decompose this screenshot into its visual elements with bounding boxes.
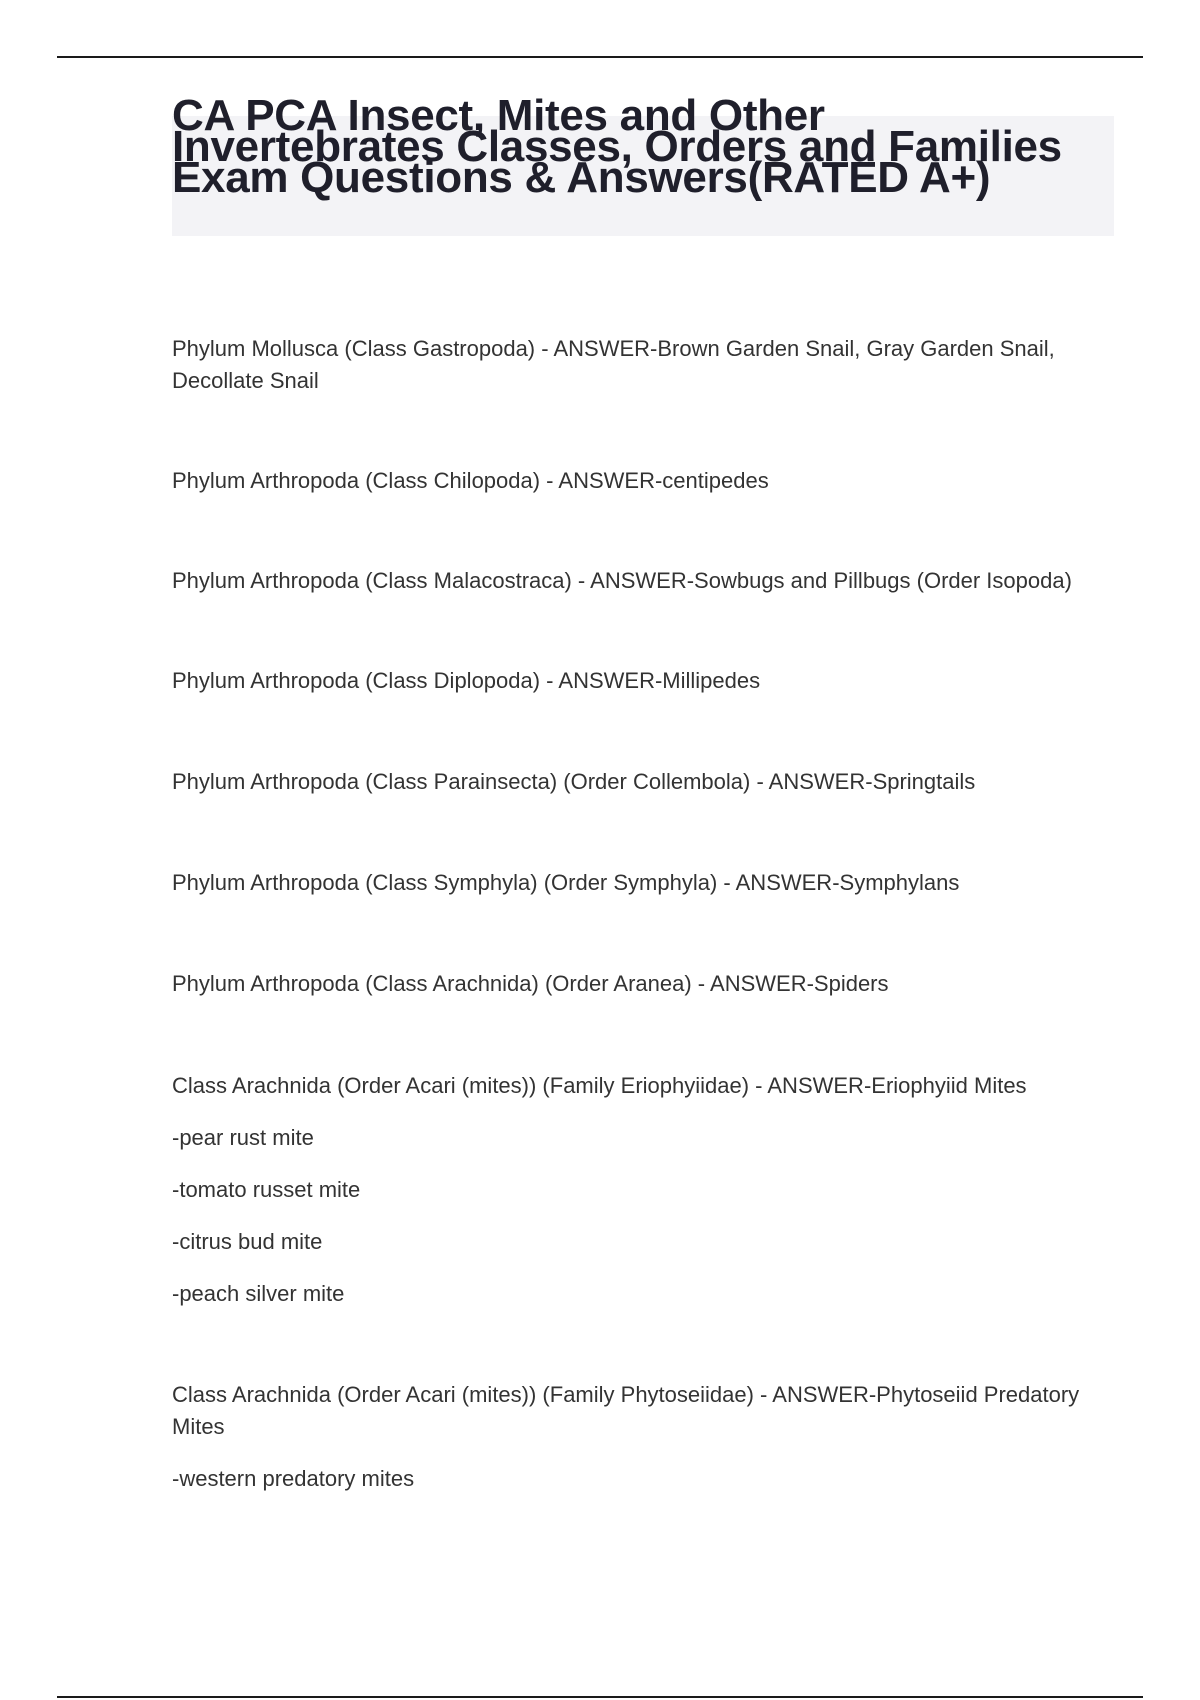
qa-text: Phylum Arthropoda (Class Arachnida) (Order Aranea) - ANSWER-Spiders	[172, 971, 889, 996]
qa-sub-item: -pear rust mite	[172, 1125, 314, 1150]
qa-item	[172, 1070, 1092, 1102]
qa-text: Phylum Mollusca (Class Gastropoda) - ANSWER-Brown Garden Snail, Gray Garden Snail, Decollate Snail	[172, 336, 1055, 393]
qa-item	[172, 1379, 1092, 1443]
qa-text: Phylum Arthropoda (Class Symphyla) (Order Symphyla) - ANSWER-Symphylans	[172, 870, 960, 895]
qa-item	[172, 565, 1092, 597]
qa-item	[172, 333, 1092, 397]
qa-text: Phylum Arthropoda (Class Malacostraca) - ANSWER-Sowbugs and Pillbugs (Order Isopoda)	[172, 568, 1072, 593]
qa-list	[172, 333, 1092, 1495]
qa-sub-item: -tomato russet mite	[172, 1177, 361, 1202]
top-rule	[57, 56, 1143, 58]
qa-text: Class Arachnida (Order Acari (mites)) (Family Eriophyiidae) - ANSWER-Eriophyiid Mites	[172, 1073, 1027, 1098]
qa-text: Class Arachnida (Order Acari (mites)) (Family Phytoseiidae) - ANSWER-Phytoseiid Predatory Mites	[172, 1382, 1080, 1439]
bottom-rule	[57, 1696, 1143, 1698]
qa-item	[172, 766, 1092, 798]
qa-item	[172, 465, 1092, 497]
qa-sub-item: -citrus bud mite	[172, 1229, 323, 1254]
qa-text: Phylum Arthropoda (Class Parainsecta) (Order Collembola) - ANSWER-Springtails	[172, 769, 976, 794]
qa-sub-item: -peach silver mite	[172, 1281, 345, 1306]
qa-text: Phylum Arthropoda (Class Diplopoda) - ANSWER-Millipedes	[172, 668, 761, 693]
document-title: CA PCA Insect, Mites and Other Invertebrates Classes, Orders and Families Exam Questions & Answers(RATED A+)	[172, 91, 1062, 202]
qa-item	[172, 968, 1092, 1000]
qa-item	[172, 867, 1092, 899]
qa-item	[172, 665, 1092, 697]
qa-text: Phylum Arthropoda (Class Chilopoda) - ANSWER-centipedes	[172, 468, 769, 493]
qa-sub-item: -western predatory mites	[172, 1466, 415, 1491]
